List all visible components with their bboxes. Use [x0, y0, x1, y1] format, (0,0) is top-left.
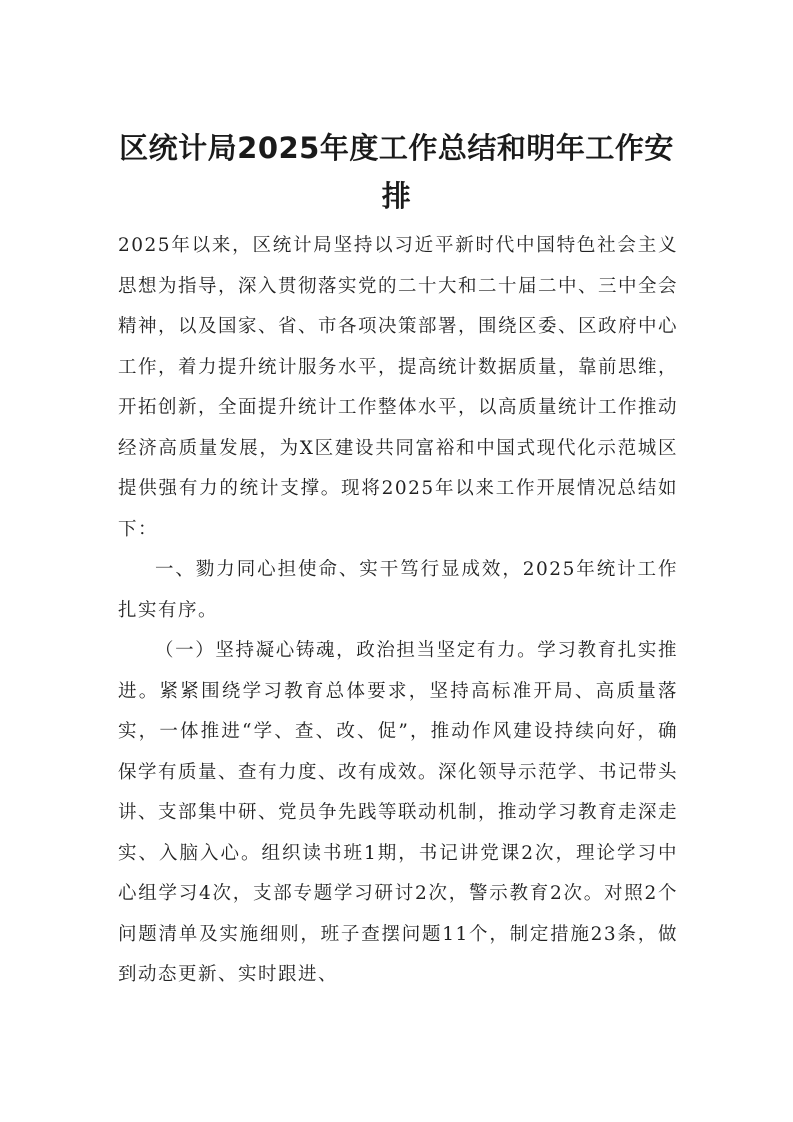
subsection-paragraph-1: （一）坚持凝心铸魂，政治担当坚定有力。学习教育扎实推进。紧紧围绕学习教育总体要求，坚持高标准开局、高质量落实，一体推进“学、查、改、促”，推动作风建设持续向好，确保学有质量、查有力度、改有成效。深化领导示范学、书记带头讲、支部集中研、党员争先践等联动机制，推动学习教育走深走实、入脑入心。组织读书班1期，书记讲党课2次，理论学习中心组学习4次，支部专题学习研讨2次，警示教育2次。对照2个问题清单及实施细则，班子查摆问题11个，制定措施23条，做到动态更新、实时跟进、 [118, 640, 679, 985]
intro-paragraph: 2025年以来，区统计局坚持以习近平新时代中国特色社会主义思想为指导，深入贯彻落实党的二十大和二十届二中、三中全会精神，以及国家、省、市各项决策部署，围绕区委、区政府中心工作，着力提升统计服务水平，提高统计数据质量，靠前思维，开拓创新，全面提升统计工作整体水平，以高质量统计工作推动经济高质量发展，为X区建设共同富裕和中国式现代化示范城区提供强有力的统计支撑。现将2025年以来工作开展情况总结如下： [118, 235, 679, 540]
document-title: 区统计局2025年度工作总结和明年工作安排 [119, 131, 674, 213]
document-body [118, 226, 678, 996]
section-heading-1: 一、勠力同心担使命、实干笃行显成效，2025年统计工作扎实有序。 [118, 559, 678, 621]
